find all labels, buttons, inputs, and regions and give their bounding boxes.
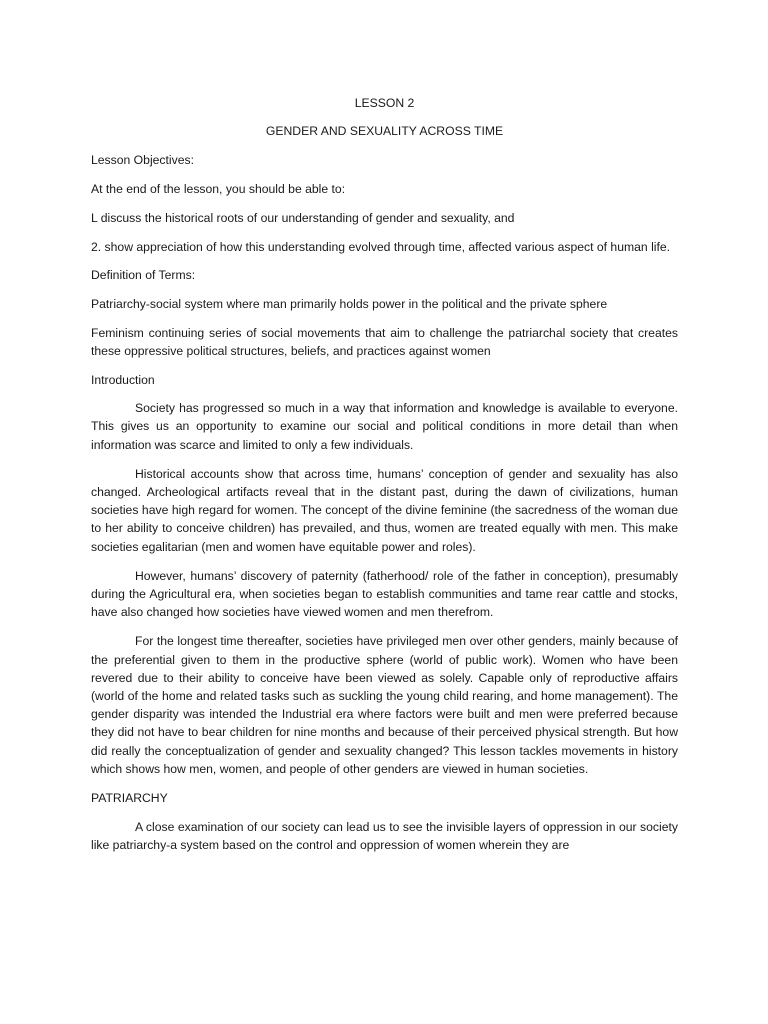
- objectives-intro: At the end of the lesson, you should be able to:: [91, 182, 346, 197]
- patriarchy-paragraph-1: A close examination of our society can lead us to see the invisible layers of oppression in our society like patriarchy-a system based on the control and oppression of women wherein they are: [91, 819, 678, 852]
- intro-paragraph-1: Society has progressed so much in a way that information and knowledge is available to everyone. This gives us an opportunity to examine our social and political conditions in more detail than when information was scarce and limited to only a few individuals.: [91, 401, 678, 452]
- introduction-heading: Introduction: [91, 372, 155, 387]
- objective-2: 2. show appreciation of how this understanding evolved through time, affected various aspect of human life.: [91, 239, 671, 254]
- lesson-label: LESSON 2: [354, 96, 415, 110]
- objective-1: L discuss the historical roots of our understanding of gender and sexuality, and: [91, 210, 515, 225]
- intro-paragraph-2: Historical accounts show that across time, humans’ conception of gender and sexuality has also changed. Archeological artifacts reveal that in the distant past, during the dawn of civilizations, human societies have high regard for women. The concept of the divine feminine (the sacredness of the woman due to her ability to conceive children) has prevailed, and thus, women are treated equally with men. This make societies egalitarian (men and women have equitable power and roles).: [91, 466, 678, 554]
- definition-patriarchy: Patriarchy-social system where man primarily holds power in the political and the private sphere: [91, 296, 608, 311]
- document-page: [91, 94, 678, 865]
- intro-paragraph-4: For the longest time thereafter, societies have privileged men over other genders, mainly because of the preferential given to them in the productive sphere (world of public work). Women who have been revered due to their ability to conceive have been viewed as solely. Capable only of reproductive affairs (world of the home and related tasks such as suckling the young child rearing, and home management). The gender disparity was intended the Industrial era where factors were built and men were preferred because they did not have to bear children for nine months and because of their perceived physical strength. But how did really the conceptualization of gender and sexuality changed? This lesson tackles movements in history which shows how men, women, and people of other genders are viewed in human societies.: [91, 634, 678, 776]
- patriarchy-heading: PATRIARCHY: [91, 791, 168, 806]
- intro-paragraph-3: However, humans’ discovery of paternity (fatherhood/ role of the father in conception), presumably during the Agricultural era, when societies began to establish communities and tame rear cattle and stocks, have also changed how societies have viewed women and men therefrom.: [91, 568, 678, 620]
- lesson-title: GENDER AND SEXUALITY ACROSS TIME: [265, 124, 504, 139]
- objectives-heading: Lesson Objectives:: [91, 153, 194, 168]
- definition-feminism: Feminism continuing series of social movements that aim to challenge the patriarchal society that creates these oppressive political structures, beliefs, and practices against women: [91, 325, 678, 358]
- definitions-heading: Definition of Terms:: [91, 268, 196, 283]
